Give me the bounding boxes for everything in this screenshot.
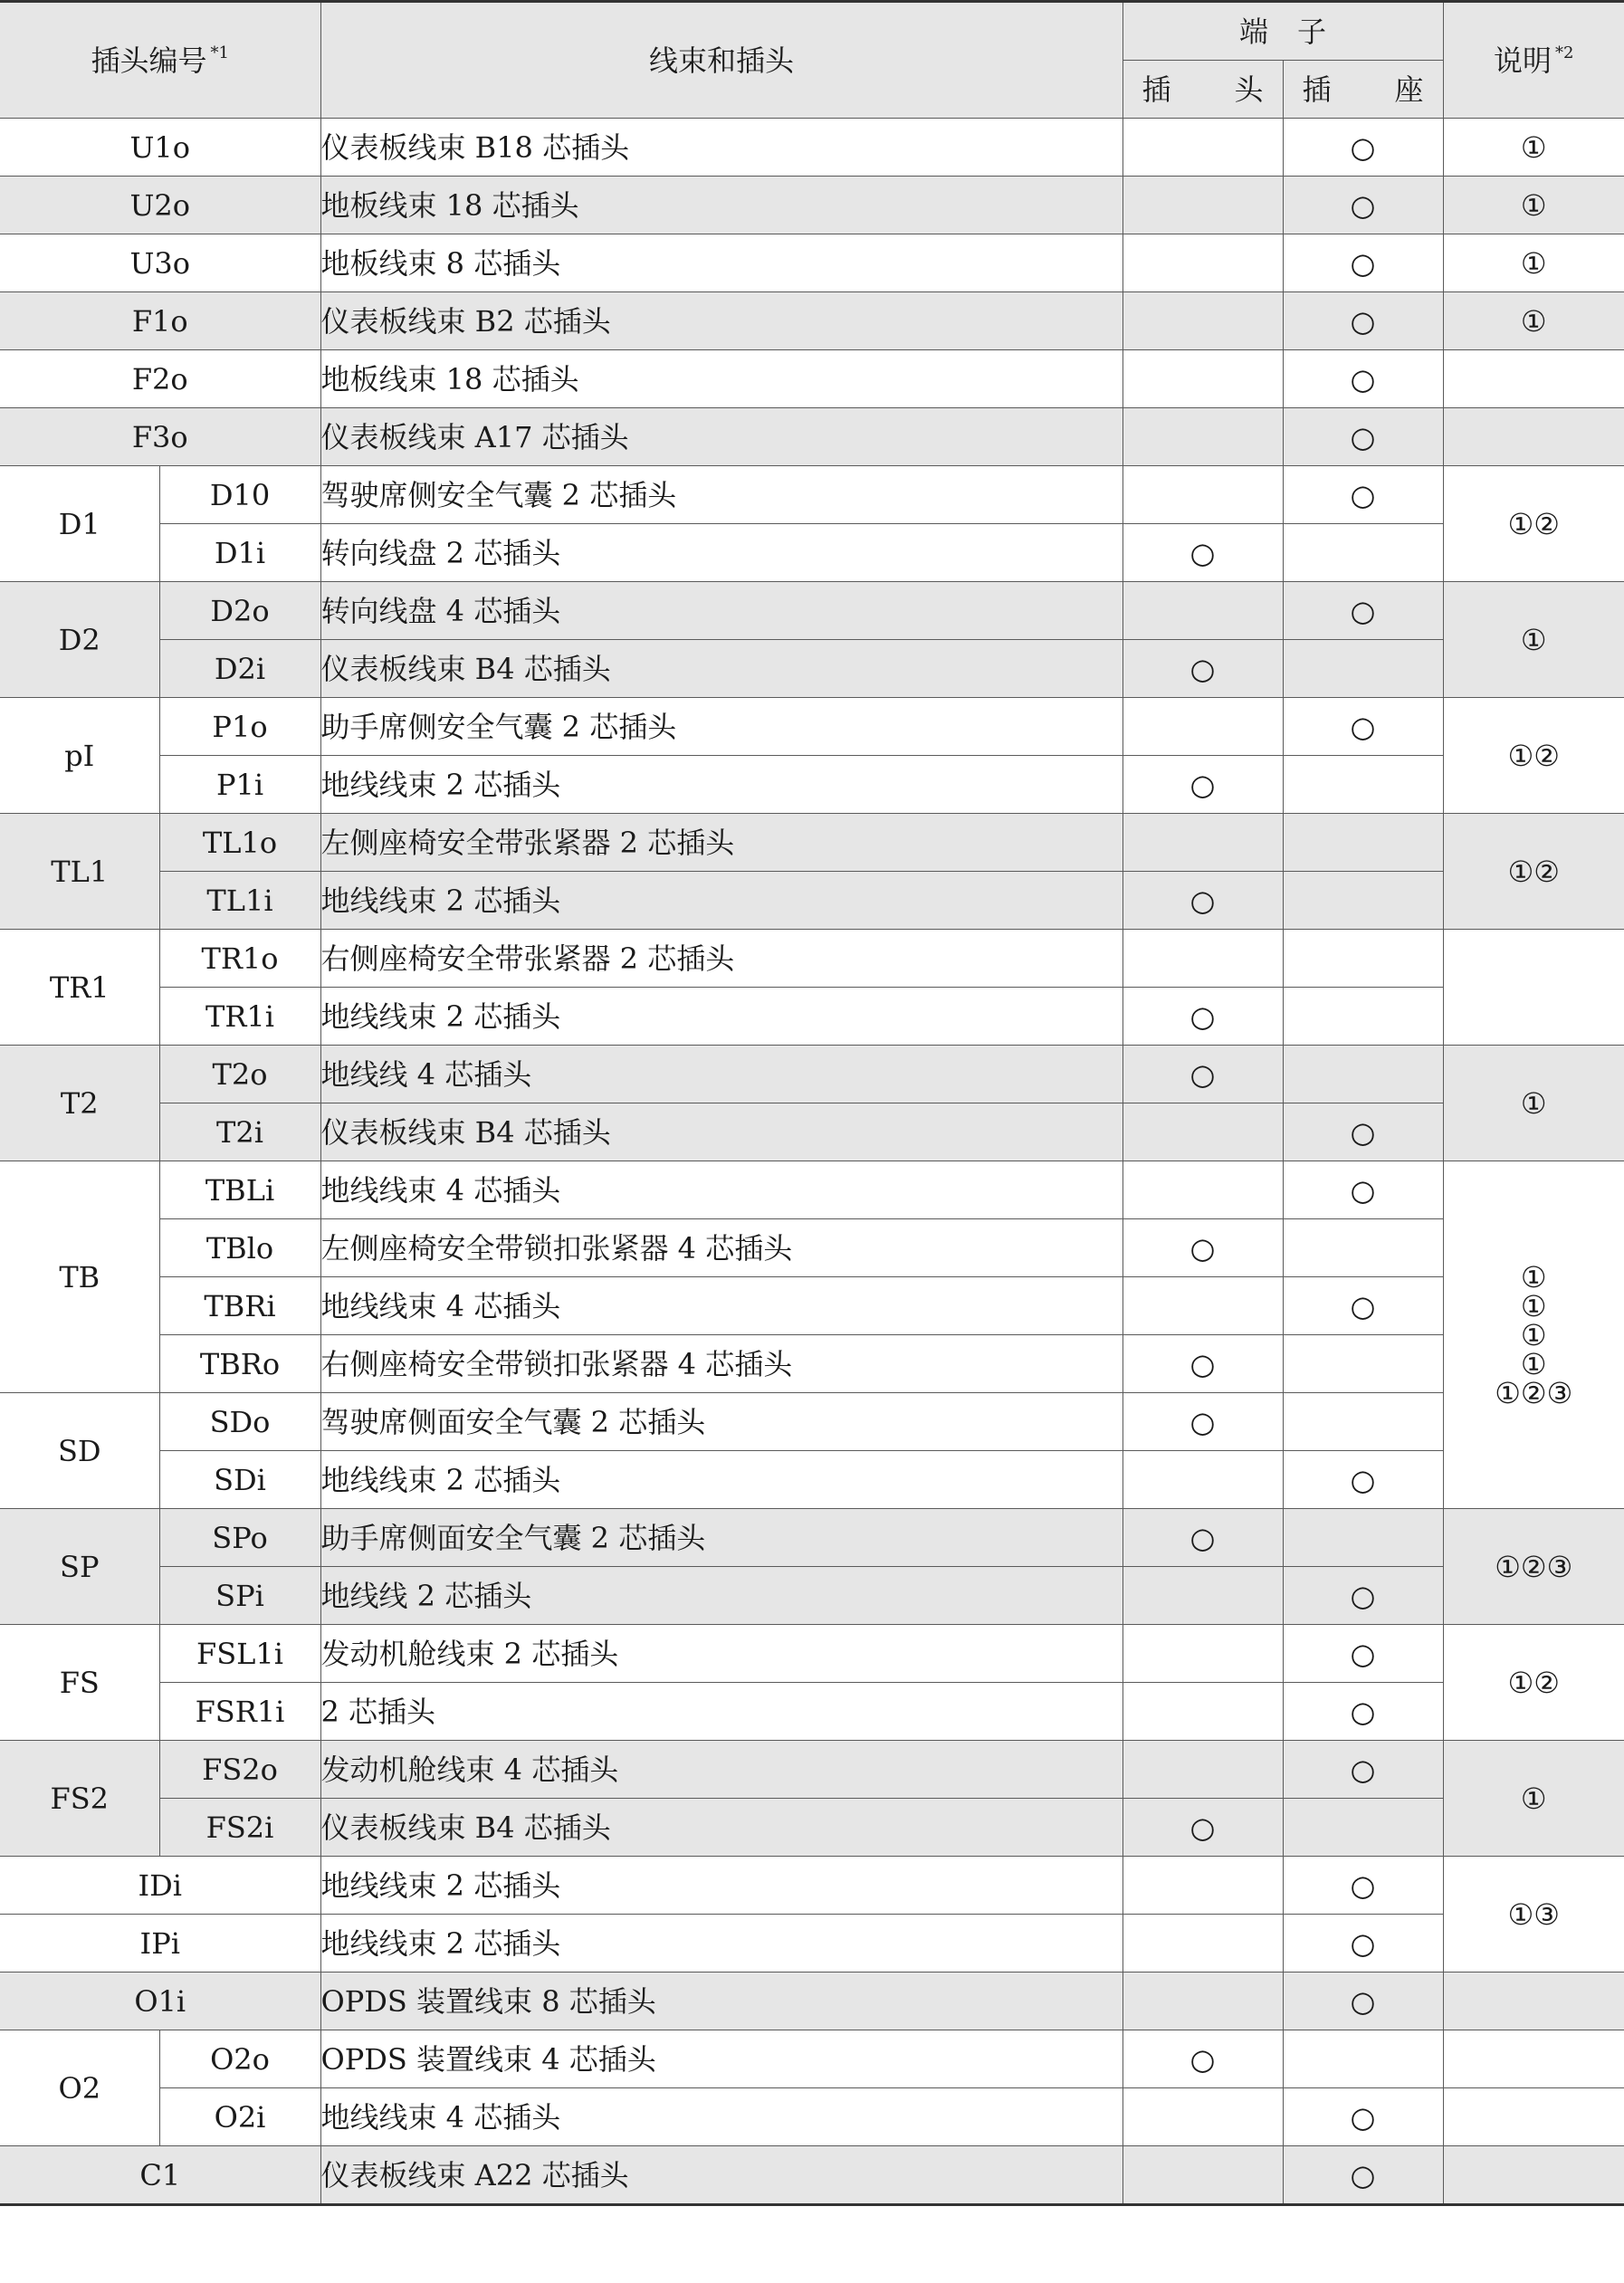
- harness-desc: 仪表板线束 B4 芯插头: [320, 1103, 1122, 1161]
- table-row: [0, 756, 1624, 814]
- harness-desc: 地线线束 2 芯插头: [320, 756, 1122, 814]
- harness-desc: 仪表板线束 B4 芯插头: [320, 640, 1122, 698]
- remark-cell: ①: [1443, 1741, 1624, 1857]
- header-connector-no: 插头编号 $^{*1}$: [0, 2, 320, 119]
- table-row: [0, 119, 1624, 177]
- socket-mark: ○: [1283, 698, 1443, 756]
- plug-mark: ○: [1122, 988, 1283, 1046]
- socket-mark: ○: [1283, 350, 1443, 408]
- socket-mark: [1283, 872, 1443, 930]
- connector-group: D1: [0, 466, 159, 582]
- harness-desc: 发动机舱线束 2 芯插头: [320, 1625, 1122, 1683]
- table-row: [0, 1046, 1624, 1103]
- table-row: [0, 350, 1624, 408]
- harness-desc: 地板线束 18 芯插头: [320, 177, 1122, 234]
- connector-group: SD: [0, 1393, 159, 1509]
- table-row: [0, 582, 1624, 640]
- plug-mark: [1122, 1625, 1283, 1683]
- header-harness: 线束和插头: [320, 2, 1122, 119]
- plug-mark: ○: [1122, 872, 1283, 930]
- plug-mark: ○: [1122, 1509, 1283, 1567]
- connector-id: F3o: [0, 408, 320, 466]
- harness-desc: 助手席侧安全气囊 2 芯插头: [320, 698, 1122, 756]
- plug-mark: [1122, 177, 1283, 234]
- socket-mark: ○: [1283, 177, 1443, 234]
- table-row: [0, 1451, 1624, 1509]
- table-row: [0, 234, 1624, 292]
- harness-desc: 仪表板线束 B18 芯插头: [320, 119, 1122, 177]
- connector-sub-id: O2i: [159, 2088, 320, 2146]
- socket-mark: [1283, 930, 1443, 988]
- connector-group: TL1: [0, 814, 159, 930]
- header-remark: 说明 $^{*2}$: [1443, 2, 1624, 119]
- connector-id: U2o: [0, 177, 320, 234]
- table-row: [0, 292, 1624, 350]
- connector-id: U1o: [0, 119, 320, 177]
- table-row: [0, 1683, 1624, 1741]
- connector-group: D2: [0, 582, 159, 698]
- remark-cell: [1443, 2146, 1624, 2205]
- harness-desc: 地板线束 18 芯插头: [320, 350, 1122, 408]
- remark-cell: ①: [1443, 119, 1624, 177]
- table-row: [0, 2030, 1624, 2088]
- harness-desc: 左侧座椅安全带锁扣张紧器 4 芯插头: [320, 1219, 1122, 1277]
- table-row: [0, 1857, 1624, 1915]
- plug-mark: [1122, 2088, 1283, 2146]
- connector-sub-id: TBRo: [159, 1335, 320, 1393]
- connector-sub-id: T2o: [159, 1046, 320, 1103]
- socket-mark: ○: [1283, 292, 1443, 350]
- plug-mark: [1122, 350, 1283, 408]
- socket-mark: ○: [1283, 1161, 1443, 1219]
- connector-id: U3o: [0, 234, 320, 292]
- plug-mark: [1122, 1103, 1283, 1161]
- connector-sub-id: FSR1i: [159, 1683, 320, 1741]
- remark-cell: [1443, 2088, 1624, 2146]
- socket-mark: ○: [1283, 1103, 1443, 1161]
- plug-mark: [1122, 1451, 1283, 1509]
- table-row: [0, 1509, 1624, 1567]
- socket-mark: [1283, 756, 1443, 814]
- table-row: [0, 408, 1624, 466]
- socket-mark: [1283, 640, 1443, 698]
- harness-desc: 左侧座椅安全带张紧器 2 芯插头: [320, 814, 1122, 872]
- remark-cell: ①: [1443, 234, 1624, 292]
- plug-mark: [1122, 1161, 1283, 1219]
- table-row: [0, 177, 1624, 234]
- socket-mark: ○: [1283, 1683, 1443, 1741]
- table-row: [0, 1915, 1624, 1973]
- remark-cell: ①②: [1443, 466, 1624, 582]
- remark-cell: ①: [1443, 177, 1624, 234]
- socket-mark: [1283, 814, 1443, 872]
- plug-mark: [1122, 1857, 1283, 1915]
- plug-mark: [1122, 292, 1283, 350]
- table-row: [0, 872, 1624, 930]
- connector-group: TB: [0, 1161, 159, 1393]
- table-row: [0, 1741, 1624, 1799]
- connector-id: O1i: [0, 1973, 320, 2030]
- socket-mark: [1283, 2030, 1443, 2088]
- connector-group: T2: [0, 1046, 159, 1161]
- table-row: [0, 1219, 1624, 1277]
- harness-desc: OPDS 装置线束 4 芯插头: [320, 2030, 1122, 2088]
- table-row: [0, 640, 1624, 698]
- connector-sub-id: SPi: [159, 1567, 320, 1625]
- socket-mark: ○: [1283, 1857, 1443, 1915]
- harness-desc: OPDS 装置线束 8 芯插头: [320, 1973, 1122, 2030]
- table-row: [0, 2146, 1624, 2205]
- plug-mark: [1122, 1741, 1283, 1799]
- connector-sub-id: FSL1i: [159, 1625, 320, 1683]
- remark-cell: ①③: [1443, 1857, 1624, 1973]
- table-row: [0, 1335, 1624, 1393]
- connector-sub-id: FS2o: [159, 1741, 320, 1799]
- table-row: [0, 988, 1624, 1046]
- socket-mark: [1283, 1509, 1443, 1567]
- harness-desc: 右侧座椅安全带锁扣张紧器 4 芯插头: [320, 1335, 1122, 1393]
- harness-desc: 仪表板线束 B4 芯插头: [320, 1799, 1122, 1857]
- plug-mark: ○: [1122, 640, 1283, 698]
- socket-mark: [1283, 1393, 1443, 1451]
- header-socket: 插 座: [1283, 61, 1443, 119]
- socket-mark: [1283, 1335, 1443, 1393]
- socket-mark: ○: [1283, 1567, 1443, 1625]
- plug-mark: [1122, 1567, 1283, 1625]
- connector-sub-id: TR1o: [159, 930, 320, 988]
- socket-mark: [1283, 988, 1443, 1046]
- harness-desc: 地板线束 8 芯插头: [320, 234, 1122, 292]
- harness-desc: 地线线束 4 芯插头: [320, 1161, 1122, 1219]
- socket-mark: ○: [1283, 1451, 1443, 1509]
- plug-mark: [1122, 234, 1283, 292]
- table-row: [0, 1799, 1624, 1857]
- remark-cell: [1443, 408, 1624, 466]
- connector-group: O2: [0, 2030, 159, 2146]
- connector-id: F1o: [0, 292, 320, 350]
- connector-sub-id: D2i: [159, 640, 320, 698]
- connector-sub-id: P1i: [159, 756, 320, 814]
- connector-id: C1: [0, 2146, 320, 2205]
- connector-sub-id: TBRi: [159, 1277, 320, 1335]
- connector-sub-id: FS2i: [159, 1799, 320, 1857]
- harness-desc: 右侧座椅安全带张紧器 2 芯插头: [320, 930, 1122, 988]
- harness-desc: 仪表板线束 B2 芯插头: [320, 292, 1122, 350]
- harness-desc: 驾驶席侧面安全气囊 2 芯插头: [320, 1393, 1122, 1451]
- connector-sub-id: D1i: [159, 524, 320, 582]
- socket-mark: ○: [1283, 1277, 1443, 1335]
- harness-desc: 地线线 4 芯插头: [320, 1046, 1122, 1103]
- harness-desc: 地线线束 2 芯插头: [320, 988, 1122, 1046]
- harness-desc: 地线线束 4 芯插头: [320, 1277, 1122, 1335]
- table-row: [0, 466, 1624, 524]
- socket-mark: [1283, 524, 1443, 582]
- table-row: [0, 1393, 1624, 1451]
- table-row: [0, 1161, 1624, 1219]
- plug-mark: ○: [1122, 524, 1283, 582]
- remark-cell: ① ① ① ① ①②③: [1443, 1161, 1624, 1509]
- remark-cell: [1443, 1973, 1624, 2030]
- plug-mark: [1122, 698, 1283, 756]
- plug-mark: ○: [1122, 1393, 1283, 1451]
- connector-sub-id: TR1i: [159, 988, 320, 1046]
- connector-group: FS: [0, 1625, 159, 1741]
- table-row: [0, 814, 1624, 872]
- socket-mark: [1283, 1046, 1443, 1103]
- table-row: [0, 1973, 1624, 2030]
- plug-mark: [1122, 1973, 1283, 2030]
- plug-mark: ○: [1122, 1335, 1283, 1393]
- connector-id: F2o: [0, 350, 320, 408]
- remark-cell: [1443, 350, 1624, 408]
- table-row: [0, 930, 1624, 988]
- harness-desc: 地线线束 4 芯插头: [320, 2088, 1122, 2146]
- harness-desc: 地线线束 2 芯插头: [320, 1451, 1122, 1509]
- socket-mark: ○: [1283, 582, 1443, 640]
- connector-sub-id: SDi: [159, 1451, 320, 1509]
- plug-mark: [1122, 814, 1283, 872]
- harness-desc: 仪表板线束 A22 芯插头: [320, 2146, 1122, 2205]
- plug-mark: [1122, 930, 1283, 988]
- remark-cell: ①②: [1443, 1625, 1624, 1741]
- socket-mark: ○: [1283, 1625, 1443, 1683]
- socket-mark: [1283, 1219, 1443, 1277]
- plug-mark: [1122, 1915, 1283, 1973]
- harness-desc: 转向线盘 4 芯插头: [320, 582, 1122, 640]
- socket-mark: [1283, 1799, 1443, 1857]
- table-row: [0, 1625, 1624, 1683]
- remark-cell: [1443, 930, 1624, 1046]
- remark-cell: ①②③: [1443, 1509, 1624, 1625]
- connector-sub-id: D2o: [159, 582, 320, 640]
- harness-desc: 地线线束 2 芯插头: [320, 1857, 1122, 1915]
- plug-mark: ○: [1122, 756, 1283, 814]
- socket-mark: ○: [1283, 2146, 1443, 2205]
- connector-group: pI: [0, 698, 159, 814]
- plug-mark: [1122, 119, 1283, 177]
- table-row: [0, 698, 1624, 756]
- harness-desc: 2 芯插头: [320, 1683, 1122, 1741]
- remark-cell: ①②: [1443, 814, 1624, 930]
- connector-sub-id: SDo: [159, 1393, 320, 1451]
- header-terminal: 端 子: [1122, 2, 1443, 61]
- connector-group: FS2: [0, 1741, 159, 1857]
- harness-desc: 地线线束 2 芯插头: [320, 1915, 1122, 1973]
- remark-cell: ①: [1443, 292, 1624, 350]
- connector-group: SP: [0, 1509, 159, 1625]
- socket-mark: ○: [1283, 1915, 1443, 1973]
- table-row: [0, 524, 1624, 582]
- connector-sub-id: SPo: [159, 1509, 320, 1567]
- connector-id: IDi: [0, 1857, 320, 1915]
- socket-mark: ○: [1283, 466, 1443, 524]
- table-row: [0, 1277, 1624, 1335]
- socket-mark: ○: [1283, 2088, 1443, 2146]
- plug-mark: ○: [1122, 1219, 1283, 1277]
- plug-mark: [1122, 466, 1283, 524]
- remark-cell: ①: [1443, 582, 1624, 698]
- socket-mark: ○: [1283, 408, 1443, 466]
- harness-desc: 助手席侧面安全气囊 2 芯插头: [320, 1509, 1122, 1567]
- remark-cell: ①: [1443, 1046, 1624, 1161]
- plug-mark: ○: [1122, 1799, 1283, 1857]
- connector-sub-id: TL1i: [159, 872, 320, 930]
- harness-desc: 转向线盘 2 芯插头: [320, 524, 1122, 582]
- connector-sub-id: TL1o: [159, 814, 320, 872]
- harness-desc: 驾驶席侧安全气囊 2 芯插头: [320, 466, 1122, 524]
- harness-desc: 仪表板线束 A17 芯插头: [320, 408, 1122, 466]
- socket-mark: ○: [1283, 1973, 1443, 2030]
- table-row: [0, 1103, 1624, 1161]
- connector-sub-id: TBlo: [159, 1219, 320, 1277]
- socket-mark: ○: [1283, 119, 1443, 177]
- connector-sub-id: O2o: [159, 2030, 320, 2088]
- connector-sub-id: D10: [159, 466, 320, 524]
- plug-mark: ○: [1122, 2030, 1283, 2088]
- harness-desc: 发动机舱线束 4 芯插头: [320, 1741, 1122, 1799]
- connector-sub-id: P1o: [159, 698, 320, 756]
- header-plug: 插 头: [1122, 61, 1283, 119]
- socket-mark: ○: [1283, 1741, 1443, 1799]
- plug-mark: ○: [1122, 1046, 1283, 1103]
- connector-group: TR1: [0, 930, 159, 1046]
- harness-desc: 地线线束 2 芯插头: [320, 872, 1122, 930]
- connector-id: IPi: [0, 1915, 320, 1973]
- harness-desc: 地线线 2 芯插头: [320, 1567, 1122, 1625]
- table-row: [0, 2088, 1624, 2146]
- connector-sub-id: TBLi: [159, 1161, 320, 1219]
- connector-sub-id: T2i: [159, 1103, 320, 1161]
- plug-mark: [1122, 408, 1283, 466]
- table-row: [0, 1567, 1624, 1625]
- remark-cell: [1443, 2030, 1624, 2088]
- remark-cell: ①②: [1443, 698, 1624, 814]
- plug-mark: [1122, 1683, 1283, 1741]
- plug-mark: [1122, 2146, 1283, 2205]
- plug-mark: [1122, 582, 1283, 640]
- plug-mark: [1122, 1277, 1283, 1335]
- socket-mark: ○: [1283, 234, 1443, 292]
